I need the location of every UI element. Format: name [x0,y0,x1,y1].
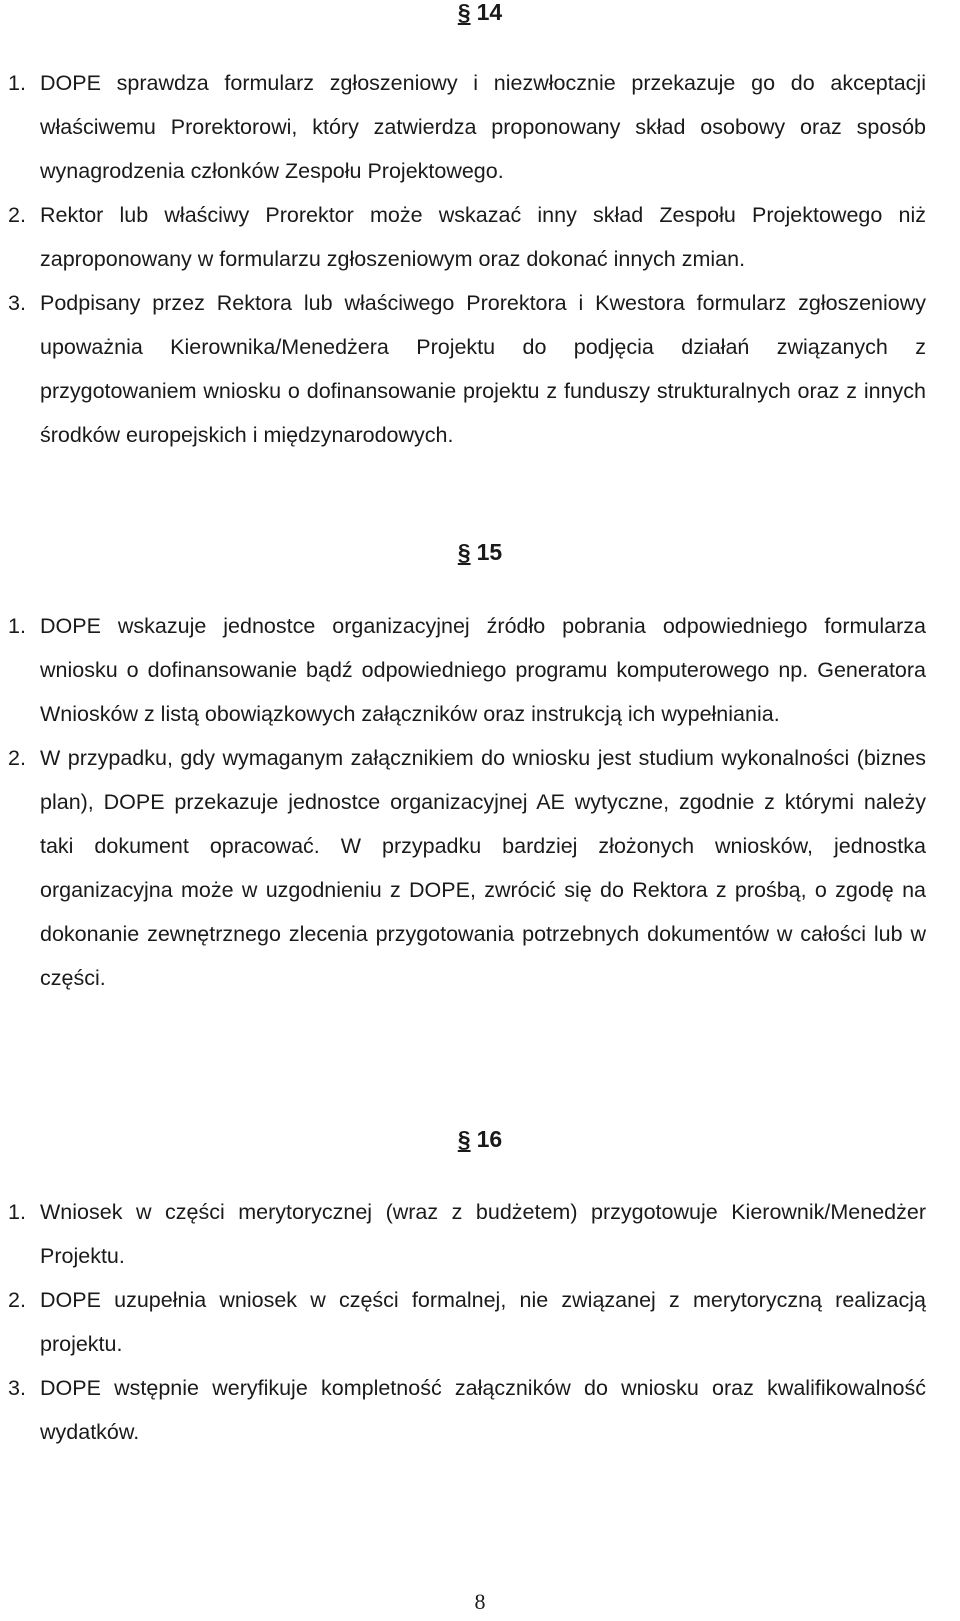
item-number: 1. [8,71,26,95]
item-number: 2. [8,1288,26,1312]
page-number: 8 [474,1589,486,1614]
section-symbol: § [457,1126,471,1152]
item-number: 2. [8,203,26,227]
section-number: 16 [476,1126,503,1152]
list-item [8,1190,926,1278]
item-text: Rektor lub właściwy Prorektor może wskazać inny skład Zespołu Projektowego niż zaproponowany w formularzu zgłoszeniowym oraz dokonać innych zmian. [40,203,926,271]
section-heading-15 [0,540,960,564]
item-number: 2. [8,746,26,770]
list-item [8,281,926,457]
item-number: 1. [8,614,26,638]
list-item [8,736,926,1000]
item-text: DOPE sprawdza formularz zgłoszeniowy i niezwłocznie przekazuje go do akceptacji właściwemu Prorektorowi, który zatwierdza proponowany skład osobowy oraz sposób wynagrodzenia członków Zespołu Projektowego. [40,71,926,183]
item-text: Wniosek w części merytorycznej (wraz z budżetem) przygotowuje Kierownik/Menedżer Projektu. [40,1200,926,1268]
list-item [8,193,926,281]
item-text: DOPE wstępnie weryfikuje kompletność załączników do wniosku oraz kwalifikowalność wydatków. [40,1376,926,1444]
section-symbol: § [457,0,471,25]
list-item [8,604,926,736]
item-text: Podpisany przez Rektora lub właściwego Prorektora i Kwestora formularz zgłoszeniowy upoważnia Kierownika/Menedżera Projektu do podjęcia działań związanych z przygotowaniem wniosku o dofinansowanie projektu z funduszy strukturalnych oraz z innych środków europejskich i międzynarodowych. [40,291,926,447]
item-number: 3. [8,1376,26,1400]
item-text: DOPE wskazuje jednostce organizacyjnej źródło pobrania odpowiedniego formularza wniosku o dofinansowanie bądź odpowiedniego programu komputerowego np. Generatora Wniosków z listą obowiązkowych załączników oraz instrukcją ich wypełniania. [40,614,926,726]
list-item [8,1366,926,1454]
section-number: 15 [476,539,503,565]
section-heading-16 [0,1127,960,1151]
section-14-list [8,61,926,457]
item-text: DOPE uzupełnia wniosek w części formalnej, nie związanej z merytoryczną realizacją projektu. [40,1288,926,1356]
section-number: 14 [476,0,503,25]
section-heading-14 [0,0,960,24]
list-item [8,61,926,193]
section-symbol: § [457,539,471,565]
section-15-list [8,604,926,1000]
item-text: W przypadku, gdy wymaganym załącznikiem do wniosku jest studium wykonalności (biznes plan), DOPE przekazuje jednostce organizacyjnej AE wytyczne, zgodnie z którymi należy taki dokument opracować. W przypadku bardziej złożonych wniosków, jednostka organizacyjna może w uzgodnieniu z DOPE, zwrócić się do Rektora z prośbą, o zgodę na dokonanie zewnętrznego zlecenia przygotowania potrzebnych dokumentów w całości lub w części. [40,746,926,990]
list-item [8,1278,926,1366]
item-number: 3. [8,291,26,315]
item-number: 1. [8,1200,26,1224]
section-16-list [8,1190,926,1454]
